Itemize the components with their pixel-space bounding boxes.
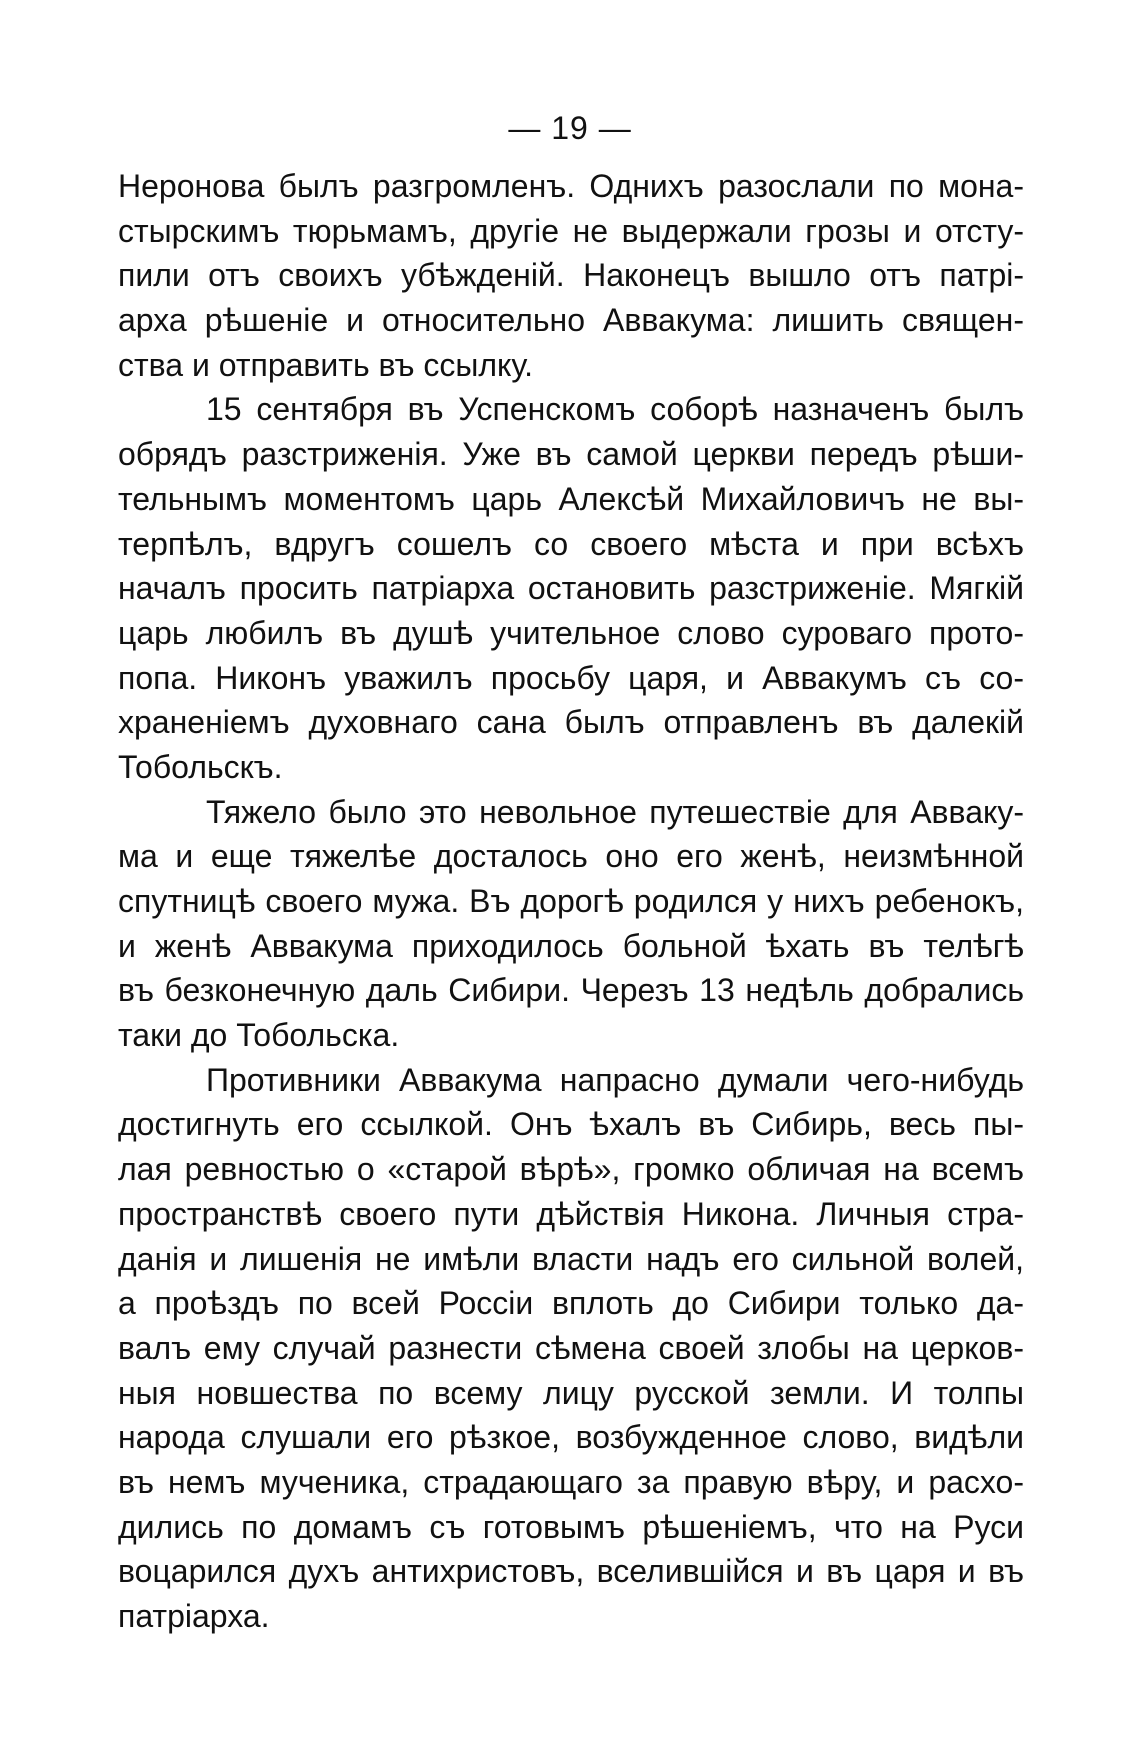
text-line: ства и отправить въ ссылку.	[118, 346, 534, 383]
text-line: терпѣлъ, вдругъ сошелъ со своего мѣста и при всѣхъ	[118, 525, 1024, 562]
text-line: валъ ему случай разнести сѣмена своей злобы на церков-	[118, 1329, 1024, 1366]
paragraph	[118, 790, 1024, 1058]
text-line: спутницѣ своего мужа. Въ дорогѣ родился у нихъ ребенокъ,	[118, 883, 1024, 919]
text-line: пространствѣ своего пути дѣйствія Никона. Личныя стра-	[118, 1195, 1024, 1232]
paragraph	[118, 1058, 1024, 1639]
text-line: достигнуть его ссылкой. Онъ ѣхалъ въ Сибирь, весь пы-	[118, 1106, 1024, 1143]
page-number: — 19 —	[508, 110, 632, 146]
paragraph	[118, 387, 1024, 789]
text-line: а проѣздъ по всей Россіи вплоть до Сибири только да-	[118, 1285, 1024, 1322]
text-line: обрядъ разстриженія. Уже въ самой церкви передъ рѣши-	[118, 436, 1024, 473]
text-line: попа. Никонъ уважилъ просьбу царя, и Аввакумъ съ со-	[118, 659, 1024, 696]
text-line: ныя новшества по всему лицу русской земли. И толпы	[118, 1374, 1024, 1411]
text-line: въ немъ мученика, страдающаго за правую вѣру, и расхо-	[118, 1463, 1024, 1500]
text-line: таки до Тобольска.	[118, 1017, 400, 1054]
text-line: лая ревностью о «старой вѣрѣ», громко обличая на всемъ	[118, 1151, 1024, 1188]
text-line: стырскимъ тюрьмамъ, другіе не выдержали грозы и отсту-	[118, 212, 1024, 249]
text-line: тельнымъ моментомъ царь Алексѣй Михайловичъ не вы-	[118, 480, 1024, 517]
text-line: началъ просить патріарха остановить разстриженіе. Мягкій	[118, 570, 1024, 607]
text-line: 15 сентября въ Успенскомъ соборѣ назначенъ былъ	[206, 391, 1024, 428]
text-line: воцарился духъ антихристовъ, вселившійся и въ царя и въ	[118, 1553, 1024, 1590]
text-line: Противники Аввакума напрасно думали чего-нибудь	[206, 1061, 1024, 1098]
paragraph	[118, 164, 1024, 387]
text-line: пили отъ своихъ убѣжденій. Наконецъ вышло отъ патрі-	[118, 257, 1024, 294]
text-line: Неронова былъ разгромленъ. Однихъ разослали по мона-	[118, 168, 1024, 204]
text-line: Тяжело было это невольное путешествіе для Авваку-	[206, 793, 1024, 830]
text-line: данія и лишенія не имѣли власти надъ его сильной волей,	[118, 1240, 1024, 1277]
text-line: и женѣ Аввакума приходилось больной ѣхать въ телѣгѣ	[118, 927, 1024, 964]
text-line: Тобольскъ.	[118, 748, 283, 785]
page-text	[118, 164, 1024, 1639]
text-line: храненіемъ духовнаго сана былъ отправленъ въ далекій	[118, 704, 1024, 741]
text-line: дились по домамъ съ готовымъ рѣшеніемъ, что на Руси	[118, 1508, 1024, 1545]
text-line: арха рѣшеніе и относительно Аввакума: лишить священ-	[118, 302, 1024, 339]
text-line: ма и еще тяжелѣе досталось оно его женѣ, неизмѣнной	[118, 838, 1024, 875]
text-line: народа слушали его рѣзкое, возбужденное слово, видѣли	[118, 1419, 1024, 1456]
text-line: царь любилъ въ душѣ учительное слово суроваго прото-	[118, 614, 1024, 651]
text-line: въ безконечную даль Сибири. Черезъ 13 недѣль добрались	[118, 972, 1024, 1009]
text-line: патріарха.	[118, 1598, 270, 1634]
